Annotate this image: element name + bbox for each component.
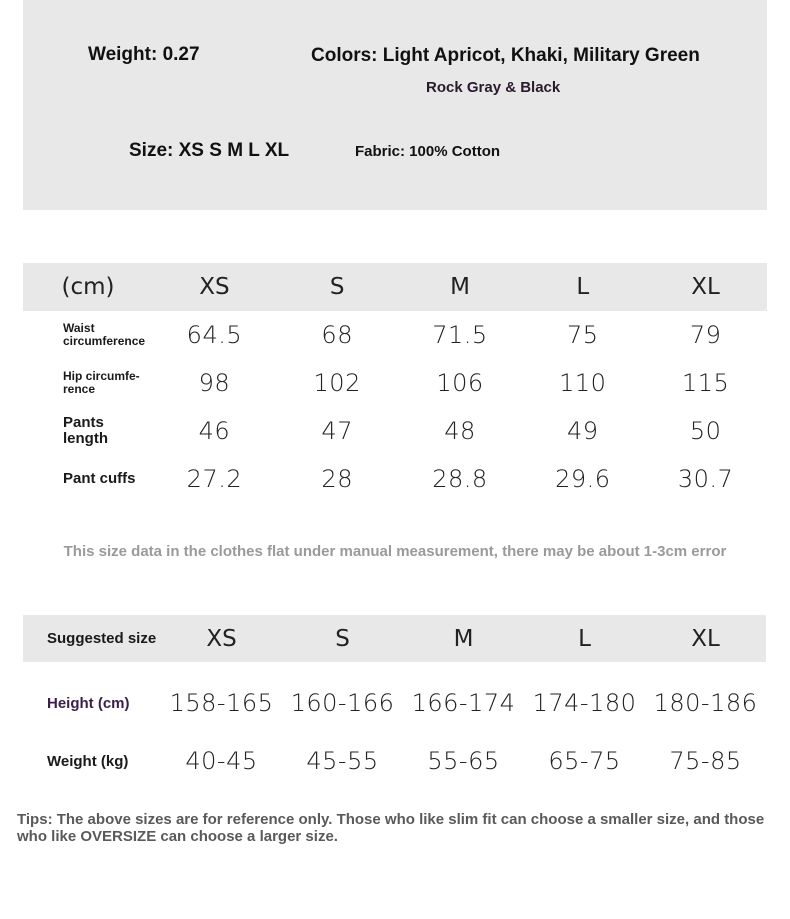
colors-text: Colors: Light Apricot, Khaki, Military Green [311, 45, 700, 66]
measurement-table [23, 263, 767, 503]
measurement-header-row [23, 263, 767, 311]
row-label: Pant cuffs [63, 469, 136, 487]
table-cell: 29.6 [555, 465, 611, 493]
table-cell: 30.7 [677, 465, 734, 493]
unit-label: (cm) [23, 263, 153, 311]
table-cell: 27.2 [186, 465, 243, 493]
table-row [23, 674, 766, 732]
table-cell: 75-85 [669, 747, 742, 775]
row-label-line1: Hip circumfe- [63, 368, 140, 383]
tips-text: Tips: The above sizes are for reference only. Those who like slim fit can choose a smaller size, and those who like OVERSIZE can choose a larger size. [17, 811, 765, 845]
size-text: Size: XS S M L XL [129, 140, 290, 161]
table-cell: 110 [559, 369, 607, 397]
measurement-note: This size data in the clothes flat under manual measurement, there may be about 1-3cm error [63, 543, 727, 560]
size-header: XL [645, 615, 766, 662]
table-cell: 75 [567, 321, 599, 349]
row-label [23, 311, 153, 359]
table-cell: 48 [444, 417, 476, 445]
suggested-size-label: Suggested size [23, 615, 161, 662]
table-cell: 106 [436, 369, 484, 397]
row-label [23, 359, 153, 407]
table-cell: 158-165 [169, 689, 274, 717]
table-cell: 102 [313, 369, 361, 397]
table-cell: 71.5 [432, 321, 488, 349]
row-label-line1: Pants [63, 413, 104, 431]
size-header: S [282, 615, 403, 662]
table-cell: 28 [321, 465, 353, 493]
colors-text-line2: Rock Gray & Black [426, 79, 561, 96]
size-header: S [276, 263, 399, 311]
table-cell: 98 [198, 369, 231, 397]
table-cell: 174-180 [532, 689, 637, 717]
size-header: XS [153, 263, 276, 311]
table-cell: 28.8 [432, 465, 488, 493]
size-header: L [524, 615, 645, 662]
row-label-line2: length [63, 430, 108, 447]
row-label-line2: circumference [63, 334, 146, 348]
size-header: M [399, 263, 522, 311]
row-label [23, 407, 153, 455]
row-label-line1: Waist [63, 320, 95, 335]
size-header: XL [644, 263, 767, 311]
size-header: XS [161, 615, 282, 662]
row-label-line2: rence [63, 382, 96, 396]
table-cell: 47 [321, 417, 353, 445]
table-row [23, 359, 767, 407]
table-cell: 160-166 [290, 689, 395, 717]
suggested-size-table [23, 615, 766, 790]
table-row [23, 732, 766, 790]
table-cell: 180-186 [653, 689, 758, 717]
product-info-panel [23, 0, 767, 210]
table-cell: 68 [321, 321, 353, 349]
table-cell: 65-75 [548, 747, 621, 775]
table-cell: 50 [689, 417, 722, 445]
fabric-text: Fabric: 100% Cotton [355, 143, 501, 160]
table-row [23, 311, 767, 359]
table-cell: 49 [567, 417, 599, 445]
table-cell: 79 [689, 321, 722, 349]
table-cell: 64.5 [186, 321, 243, 349]
row-label: Height (cm) [47, 694, 130, 712]
table-cell: 45-55 [306, 747, 379, 775]
table-row [23, 455, 767, 503]
table-cell: 115 [681, 369, 730, 397]
suggested-header-row [23, 615, 766, 662]
table-row [23, 407, 767, 455]
table-cell: 55-65 [427, 747, 500, 775]
table-cell: 40-45 [185, 747, 258, 775]
weight-text: Weight: 0.27 [88, 44, 200, 65]
table-cell: 166-174 [411, 689, 516, 717]
table-cell: 46 [198, 417, 231, 445]
size-header: M [403, 615, 524, 662]
size-header: L [521, 263, 644, 311]
row-label: Weight (kg) [47, 752, 129, 770]
